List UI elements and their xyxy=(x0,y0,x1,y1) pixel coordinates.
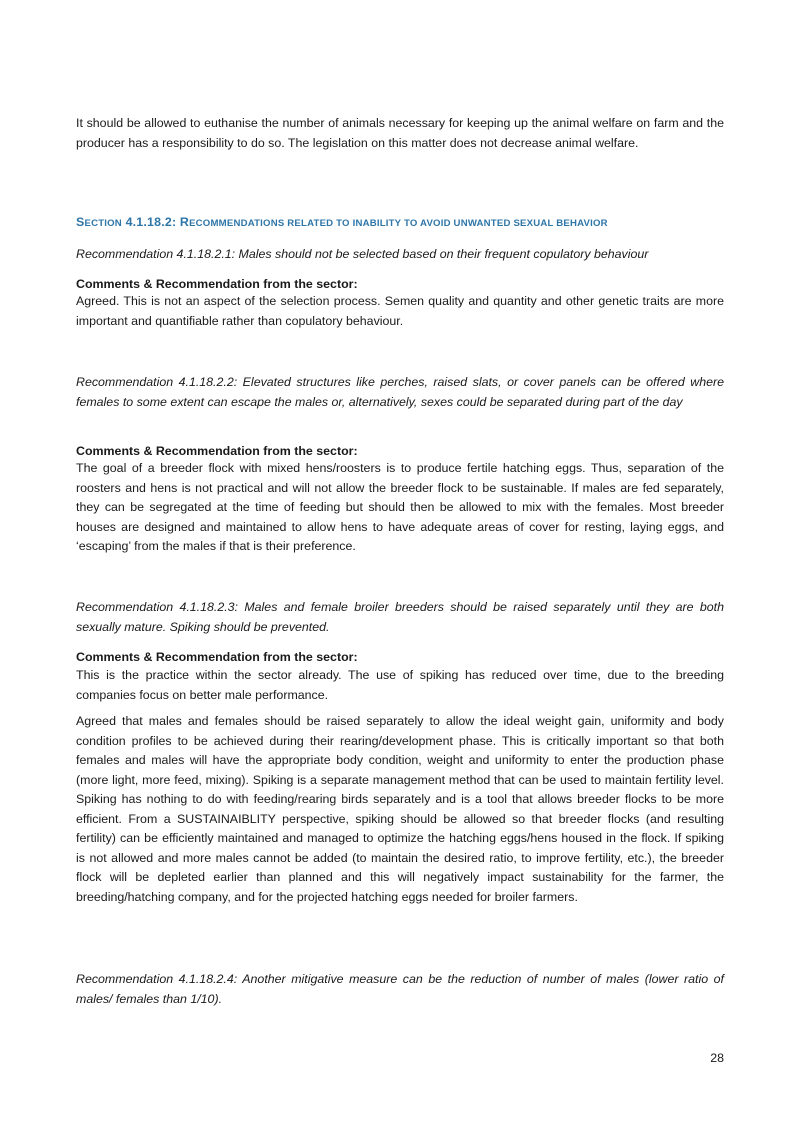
comments-body-2: The goal of a breeder flock with mixed hens/roosters is to produce fertile hatching eggs. Thus, separation of the roosters and hens is not practical and will not allow the breeder flock to be sustainable. If males are fed separately, they can be segregated at the time of feeding but should then be allowed to mix with the females. Most breeder houses are designed and maintained to allow hens to have adequate areas of cover for resting, laying eggs, and ‘escaping’ from the males if that is their preference. xyxy=(76,461,724,553)
comments-body-3b: Agreed that males and females should be raised separately to allow the ideal weight gain, uniformity and body condition profiles to be achieved during their rearing/development phase. This is critically important so that both females and males will have the appropriate body condition, weight and uniformity to enter the production phase (more light, more feed, mixing). Spiking is a separate management method that can be used to maintain fertility level. Spiking has nothing to do with feeding/rearing birds separately and is a tool that allows breeder flocks to be more efficient. From a SUSTAINAIBLITY perspective, spiking should be allowed so that breeder flocks (and resulting fertility) can be efficiently maintained and managed to optimize the hatching eggs/hens housed in the flock. If spiking is not allowed and more males cannot be added (to maintain the desired ratio, to improve fertility, etc.), the breeder flock will be depleted earlier than planned and this will negatively impact sustainability for the farmer, the breeding/hatching company, and for the projected hatching eggs needed for broiler farmers. xyxy=(76,714,724,904)
comments-body-1: Agreed. This is not an aspect of the selection process. Semen quality and quantity and other genetic traits are more important and quantifiable rather than copulatory behaviour. xyxy=(76,294,724,328)
comments-heading-2: Comments & Recommendation from the sector: xyxy=(76,444,358,458)
section-title-rest: ECOMMENDATIONS RELATED TO INABILITY TO AVOID UNWANTED SEXUAL BEHAVIOR xyxy=(189,218,608,229)
page-number: 28 xyxy=(710,1051,724,1065)
recommendation-4: Recommendation 4.1.18.2.4: Another mitigative measure can be the reduction of number of males (lower ratio of males/ females than 1/10). xyxy=(76,972,724,1006)
intro-paragraph: It should be allowed to euthanise the number of animals necessary for keeping up the animal welfare on farm and the producer has a responsibility to do so. The legislation on this matter does not decrease animal welfare. xyxy=(76,116,724,150)
comments-heading-3: Comments & Recommendation from the sector: xyxy=(76,650,358,664)
recommendation-3: Recommendation 4.1.18.2.3: Males and female broiler breeders should be raised separately until they are both sexually mature. Spiking should be prevented. xyxy=(76,600,724,634)
section-prefix-rest: ECTION xyxy=(84,218,122,229)
comments-body-3a: This is the practice within the sector already. The use of spiking has reduced over time, due to the breeding companies focus on better male performance. xyxy=(76,668,724,702)
document-page xyxy=(76,0,724,1131)
section-prefix-initial: S xyxy=(76,215,85,229)
recommendation-1: Recommendation 4.1.18.2.1: Males should not be selected based on their frequent copulatory behaviour xyxy=(76,247,649,261)
section-heading xyxy=(76,215,724,229)
section-title-initial: R xyxy=(179,215,190,229)
section-number: 4.1.18.2: xyxy=(121,215,180,229)
recommendation-2: Recommendation 4.1.18.2.2: Elevated structures like perches, raised slats, or cover panels can be offered where females to some extent can escape the males or, alternatively, sexes could be separated during part of the day xyxy=(76,375,724,409)
comments-heading-1: Comments & Recommendation from the sector: xyxy=(76,277,358,291)
